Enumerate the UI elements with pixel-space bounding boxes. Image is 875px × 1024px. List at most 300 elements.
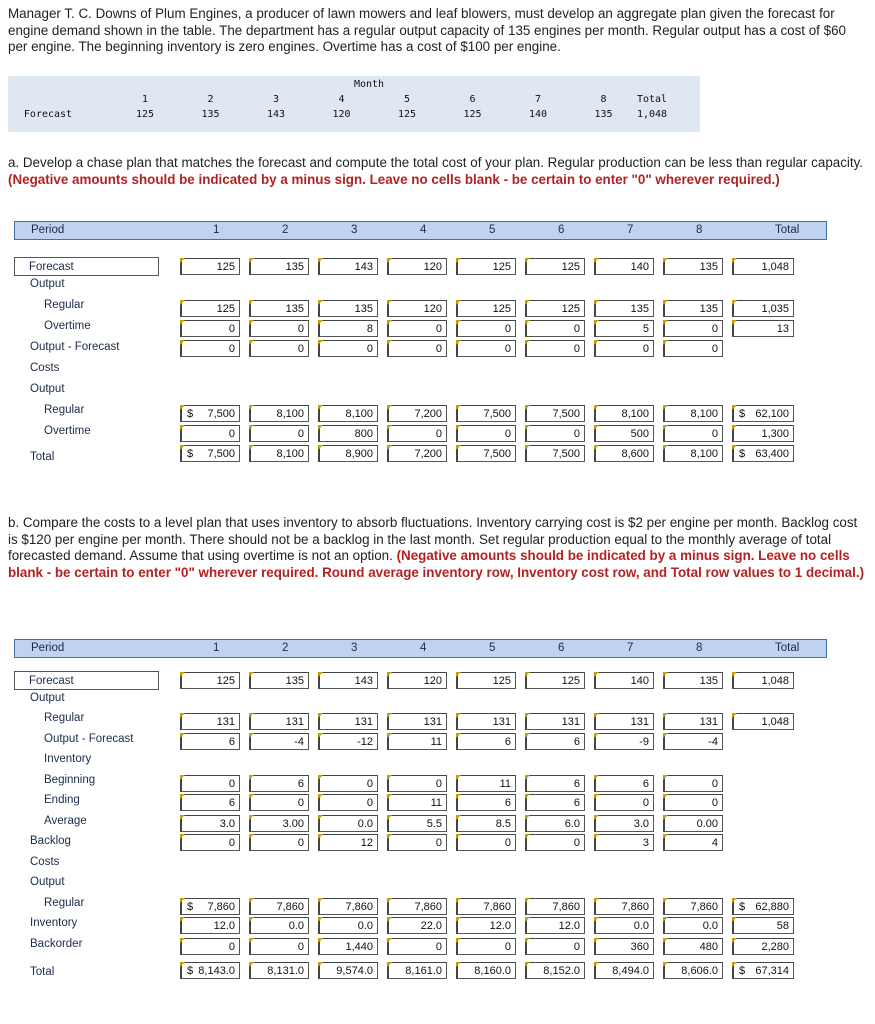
- cell-value: 0: [297, 343, 304, 355]
- cost-backorder-cell-7[interactable]: [594, 938, 654, 955]
- cell-value: 125: [216, 675, 235, 687]
- forecast-cell-6[interactable]: [525, 258, 585, 275]
- out-minus-fc-cell-7[interactable]: [594, 340, 654, 357]
- cell-value: 12.0: [558, 920, 580, 932]
- overtime-cell-5[interactable]: [456, 320, 516, 337]
- row-label-inventory2: Inventory: [30, 917, 78, 929]
- cell-value: 6: [228, 735, 235, 748]
- beginning-cell-1[interactable]: [180, 775, 240, 792]
- forecast-value-7: 140: [528, 109, 548, 120]
- cell-value: 7,860: [276, 900, 304, 913]
- cell-value: 7,860: [690, 900, 718, 913]
- average-cell-2[interactable]: [249, 815, 309, 832]
- cell-value: 0: [711, 797, 718, 809]
- cost-regular-cell-3[interactable]: [318, 898, 378, 915]
- cost-total-cell-7[interactable]: [594, 445, 654, 462]
- cell-value: 131: [423, 716, 442, 728]
- forecast-month-6: 6: [469, 94, 476, 105]
- cell-value: 0.0: [633, 920, 649, 932]
- cell-value: 0: [297, 428, 304, 440]
- cost-total-cell-4[interactable]: [387, 962, 447, 979]
- cell-value: 11: [430, 797, 442, 809]
- beginning-cell-4[interactable]: [387, 775, 447, 792]
- row-label-forecast: Forecast: [14, 257, 159, 276]
- out-minus-fc-cell-4[interactable]: [387, 733, 447, 750]
- backlog-cell-4[interactable]: [387, 834, 447, 851]
- overtime-cell-6[interactable]: [525, 320, 585, 337]
- backlog-cell-8[interactable]: [663, 834, 723, 851]
- ending-cell-3[interactable]: [318, 794, 378, 811]
- cost-total-cell-8[interactable]: [663, 445, 723, 462]
- cost-backorder-cell-3[interactable]: [318, 938, 378, 955]
- dollar-sign: $: [187, 408, 194, 420]
- cell-value: 135: [285, 303, 304, 315]
- forecast-cell-7[interactable]: [594, 258, 654, 275]
- cell-value: 0.00: [696, 817, 718, 830]
- cell-value: 125: [216, 303, 235, 315]
- cell-value: 0: [366, 777, 373, 790]
- cost-regular-cell-8[interactable]: [663, 405, 723, 422]
- forecast-row-label: Forecast: [23, 109, 73, 120]
- cell-value: 0: [435, 777, 442, 790]
- cell-value: 0: [711, 343, 718, 355]
- cell-value: 8,606.0: [681, 965, 718, 977]
- cost-regular-cell-total[interactable]: [732, 898, 794, 915]
- cost-total-cell-1[interactable]: [180, 445, 240, 462]
- cell-value: 135: [285, 675, 304, 687]
- cost-inventory-cell-8[interactable]: [663, 917, 723, 934]
- regular-cell-1[interactable]: [180, 300, 240, 317]
- cost-total-cell-4[interactable]: [387, 445, 447, 462]
- cell-value: 0: [573, 837, 580, 849]
- backlog-cell-6[interactable]: [525, 834, 585, 851]
- cell-value: 1,048: [761, 716, 789, 728]
- cell-value: 800: [354, 428, 373, 440]
- forecast-cell-2[interactable]: [249, 258, 309, 275]
- beginning-cell-3[interactable]: [318, 775, 378, 792]
- cell-value: 7,860: [621, 900, 649, 913]
- overtime-cell-1[interactable]: [180, 320, 240, 337]
- cell-value: 125: [216, 261, 235, 273]
- cell-value: 0: [504, 323, 511, 335]
- cell-value: 135: [285, 261, 304, 273]
- cell-value: 131: [216, 716, 235, 728]
- cost-total-cell-3[interactable]: [318, 445, 378, 462]
- cost-regular-cell-6[interactable]: [525, 898, 585, 915]
- regular-cell-total[interactable]: [732, 300, 794, 317]
- out-minus-fc-cell-5[interactable]: [456, 340, 516, 357]
- cost-regular-cell-5[interactable]: [456, 405, 516, 422]
- regular-cell-5[interactable]: [456, 300, 516, 317]
- cell-value: 63,400: [755, 448, 789, 460]
- cost-inventory-cell-1[interactable]: [180, 917, 240, 934]
- cell-value: 6: [573, 777, 580, 790]
- ending-cell-4[interactable]: [387, 794, 447, 811]
- cost-backorder-cell-8[interactable]: [663, 938, 723, 955]
- cell-value: 125: [492, 303, 511, 315]
- cell-value: 7,860: [207, 900, 235, 913]
- cell-value: 131: [492, 716, 511, 728]
- forecast-cell-3[interactable]: [318, 258, 378, 275]
- cell-value: 67,314: [755, 965, 789, 977]
- cell-value: 143: [354, 675, 373, 687]
- cell-value: 0: [228, 837, 235, 849]
- forecast-cell-3[interactable]: [318, 672, 378, 689]
- average-cell-1[interactable]: [180, 815, 240, 832]
- cost-total-cell-6[interactable]: [525, 445, 585, 462]
- cell-value: 8,600: [621, 448, 649, 460]
- cell-value: 7,860: [552, 900, 580, 913]
- average-cell-5[interactable]: [456, 815, 516, 832]
- cell-value: 8,143.0: [198, 965, 235, 977]
- cell-value: 0.0: [702, 920, 718, 932]
- cost-regular-cell-2[interactable]: [249, 405, 309, 422]
- average-cell-4[interactable]: [387, 815, 447, 832]
- cell-value: 135: [630, 303, 649, 315]
- out-minus-fc-cell-2[interactable]: [249, 733, 309, 750]
- cell-value: 0: [228, 343, 235, 355]
- cell-value: 12.0: [213, 920, 235, 932]
- cost-backorder-cell-1[interactable]: [180, 938, 240, 955]
- overtime-cell-7[interactable]: [594, 320, 654, 337]
- out-minus-fc-cell-3[interactable]: [318, 340, 378, 357]
- cost-total-cell-5[interactable]: [456, 445, 516, 462]
- cost-backorder-cell-2[interactable]: [249, 938, 309, 955]
- ending-cell-2[interactable]: [249, 794, 309, 811]
- dollar-sign: $: [739, 900, 746, 913]
- cell-value: 1,035: [761, 303, 789, 315]
- cell-value: 6: [573, 735, 580, 748]
- cost-overtime-cell-5[interactable]: [456, 425, 516, 442]
- part-b-question: [8, 515, 868, 581]
- forecast-value-1: 125: [135, 109, 155, 120]
- month-header: Month: [353, 79, 385, 90]
- period-col-4: 4: [420, 642, 427, 654]
- regular-cell-4[interactable]: [387, 713, 447, 730]
- ending-cell-7[interactable]: [594, 794, 654, 811]
- cost-regular-cell-total[interactable]: [732, 405, 794, 422]
- cost-overtime-cell-total[interactable]: [732, 425, 794, 442]
- average-cell-3[interactable]: [318, 815, 378, 832]
- ending-cell-1[interactable]: [180, 794, 240, 811]
- cell-value: 131: [285, 716, 304, 728]
- cell-value: 0: [366, 797, 373, 809]
- regular-cell-2[interactable]: [249, 713, 309, 730]
- period-col-5: 5: [489, 642, 496, 654]
- out-minus-fc-cell-1[interactable]: [180, 340, 240, 357]
- regular-cell-total[interactable]: [732, 713, 794, 730]
- row-label-costs: Costs: [30, 362, 60, 374]
- cost-inventory-cell-3[interactable]: [318, 917, 378, 934]
- cell-value: 3.00: [282, 817, 304, 830]
- overtime-cell-2[interactable]: [249, 320, 309, 337]
- cell-value: 8,100: [276, 448, 304, 460]
- regular-cell-1[interactable]: [180, 713, 240, 730]
- beginning-cell-7[interactable]: [594, 775, 654, 792]
- out-minus-fc-cell-8[interactable]: [663, 340, 723, 357]
- forecast-cell-1[interactable]: [180, 672, 240, 689]
- period-col-7: 7: [627, 642, 634, 654]
- forecast-cell-5[interactable]: [456, 258, 516, 275]
- dollar-sign: $: [739, 965, 746, 977]
- regular-cell-3[interactable]: [318, 713, 378, 730]
- regular-cell-8[interactable]: [663, 713, 723, 730]
- regular-cell-7[interactable]: [594, 713, 654, 730]
- row-label-regular2: Regular: [44, 404, 85, 416]
- cell-value: 125: [561, 303, 580, 315]
- dollar-sign: $: [187, 448, 194, 460]
- out-minus-fc-cell-6[interactable]: [525, 733, 585, 750]
- total-col-header: Total: [775, 224, 800, 236]
- cost-total-cell-total[interactable]: [732, 445, 794, 462]
- row-label-backlog: Backlog: [30, 835, 71, 847]
- cost-overtime-cell-4[interactable]: [387, 425, 447, 442]
- backlog-cell-1[interactable]: [180, 834, 240, 851]
- cell-value: 125: [561, 675, 580, 687]
- cell-value: 22.0: [420, 920, 442, 932]
- cost-regular-cell-8[interactable]: [663, 898, 723, 915]
- cell-value: 0: [711, 428, 718, 440]
- cell-value: 125: [492, 261, 511, 273]
- forecast-cell-8[interactable]: [663, 258, 723, 275]
- cell-value: 7,500: [552, 408, 580, 420]
- forecast-cell-6[interactable]: [525, 672, 585, 689]
- forecast-cell-total[interactable]: [732, 258, 794, 275]
- cell-value: 143: [354, 261, 373, 273]
- regular-cell-2[interactable]: [249, 300, 309, 317]
- period-col-1: 1: [213, 642, 220, 654]
- forecast-cell-4[interactable]: [387, 258, 447, 275]
- part-a-text: a. Develop a chase plan that matches the forecast and compute the total cost of your plan. Regular production can be less than regular capacity.: [8, 155, 864, 170]
- cell-value: 8,152.0: [543, 965, 580, 977]
- forecast-month-1: 1: [141, 94, 149, 105]
- cell-value: 0: [435, 940, 442, 953]
- period-col-8: 8: [696, 224, 703, 236]
- cost-inventory-cell-total[interactable]: [732, 917, 794, 934]
- cell-value: 6: [297, 777, 304, 790]
- average-cell-8[interactable]: [663, 815, 723, 832]
- cost-overtime-cell-6[interactable]: [525, 425, 585, 442]
- cell-value: 6: [573, 797, 580, 809]
- regular-cell-5[interactable]: [456, 713, 516, 730]
- out-minus-fc-cell-4[interactable]: [387, 340, 447, 357]
- period-col-6: 6: [558, 642, 565, 654]
- cost-total-cell-7[interactable]: [594, 962, 654, 979]
- cost-inventory-cell-2[interactable]: [249, 917, 309, 934]
- period-col-3: 3: [351, 224, 358, 236]
- cell-value: 8,100: [345, 408, 373, 420]
- cell-value: -9: [639, 735, 649, 748]
- cost-total-cell-8[interactable]: [663, 962, 723, 979]
- level-plan-grid: [14, 639, 827, 989]
- dollar-sign: $: [187, 965, 194, 977]
- cost-overtime-cell-3[interactable]: [318, 425, 378, 442]
- cell-value: 0: [711, 323, 718, 335]
- cost-total-cell-3[interactable]: [318, 962, 378, 979]
- row-label-out-minus-fc: Output - Forecast: [44, 732, 134, 745]
- forecast-cell-7[interactable]: [594, 672, 654, 689]
- overtime-cell-3[interactable]: [318, 320, 378, 337]
- average-cell-6[interactable]: [525, 815, 585, 832]
- cost-total-cell-2[interactable]: [249, 962, 309, 979]
- cost-regular-cell-7[interactable]: [594, 405, 654, 422]
- cell-value: 8,161.0: [405, 965, 442, 977]
- regular-cell-6[interactable]: [525, 713, 585, 730]
- forecast-month-8: 8: [600, 94, 607, 105]
- cost-backorder-cell-4[interactable]: [387, 938, 447, 955]
- backlog-cell-3[interactable]: [318, 834, 378, 851]
- cell-value: 0: [504, 343, 511, 355]
- out-minus-fc-cell-2[interactable]: [249, 340, 309, 357]
- cost-regular-cell-6[interactable]: [525, 405, 585, 422]
- overtime-cell-8[interactable]: [663, 320, 723, 337]
- cell-value: 135: [354, 303, 373, 315]
- cell-value: 131: [354, 716, 373, 728]
- period-col-2: 2: [282, 224, 289, 236]
- period-col-1: 1: [213, 224, 220, 236]
- out-minus-fc-cell-1[interactable]: [180, 733, 240, 750]
- cell-value: 8: [366, 323, 373, 335]
- cell-value: 0.0: [357, 817, 373, 830]
- forecast-cell-1[interactable]: [180, 258, 240, 275]
- cost-regular-cell-4[interactable]: [387, 898, 447, 915]
- period-col-6: 6: [558, 224, 565, 236]
- cell-value: 6: [642, 777, 649, 790]
- forecast-cell-5[interactable]: [456, 672, 516, 689]
- cost-total-cell-2[interactable]: [249, 445, 309, 462]
- row-label-ending: Ending: [44, 794, 80, 806]
- overtime-cell-total[interactable]: [732, 320, 794, 337]
- out-minus-fc-cell-8[interactable]: [663, 733, 723, 750]
- cost-inventory-cell-7[interactable]: [594, 917, 654, 934]
- beginning-cell-5[interactable]: [456, 775, 516, 792]
- cell-value: -12: [357, 735, 373, 748]
- cell-value: 0.0: [357, 920, 373, 932]
- row-label-total: Total: [30, 451, 55, 463]
- cost-regular-cell-5[interactable]: [456, 898, 516, 915]
- beginning-cell-8[interactable]: [663, 775, 723, 792]
- forecast-value-3: 143: [266, 109, 286, 120]
- period-col-4: 4: [420, 224, 427, 236]
- cell-value: 480: [699, 940, 718, 953]
- regular-cell-3[interactable]: [318, 300, 378, 317]
- cell-value: 0: [228, 323, 235, 335]
- cell-value: 0: [435, 343, 442, 355]
- cell-value: 120: [423, 303, 442, 315]
- ending-cell-5[interactable]: [456, 794, 516, 811]
- cell-value: 7,500: [483, 448, 511, 460]
- cost-overtime-cell-8[interactable]: [663, 425, 723, 442]
- cost-backorder-cell-5[interactable]: [456, 938, 516, 955]
- average-cell-7[interactable]: [594, 815, 654, 832]
- cost-regular-cell-1[interactable]: [180, 898, 240, 915]
- out-minus-fc-cell-7[interactable]: [594, 733, 654, 750]
- total-col-header: Total: [775, 642, 800, 654]
- backlog-cell-7[interactable]: [594, 834, 654, 851]
- cost-backorder-cell-total[interactable]: [732, 938, 794, 955]
- forecast-cell-8[interactable]: [663, 672, 723, 689]
- cell-value: 2,280: [761, 940, 789, 953]
- cell-value: 8,100: [621, 408, 649, 420]
- cell-value: 0: [297, 797, 304, 809]
- part-b-instructions: (Negative amounts should be indicated by a minus sign. Leave no cells blank - be certain to enter "0" wherever required. Round average inventory row, Inventory cost row, and Total row values to 1 decimal.): [8, 548, 865, 580]
- out-minus-fc-cell-3[interactable]: [318, 733, 378, 750]
- forecast-month-5: 5: [403, 94, 411, 105]
- row-label-overtime2: Overtime: [44, 425, 91, 437]
- cost-overtime-cell-1[interactable]: [180, 425, 240, 442]
- cost-total-cell-1[interactable]: [180, 962, 240, 979]
- cost-inventory-cell-5[interactable]: [456, 917, 516, 934]
- forecast-cell-total[interactable]: [732, 672, 794, 689]
- cell-value: 8,100: [690, 408, 718, 420]
- row-label-average: Average: [44, 814, 87, 827]
- out-minus-fc-cell-5[interactable]: [456, 733, 516, 750]
- period-header: Period: [31, 642, 65, 654]
- backlog-cell-5[interactable]: [456, 834, 516, 851]
- row-label-regular: Regular: [44, 712, 85, 724]
- cell-value: 11: [499, 777, 511, 790]
- regular-cell-4[interactable]: [387, 300, 447, 317]
- ending-cell-8[interactable]: [663, 794, 723, 811]
- cell-value: 8,131.0: [267, 965, 304, 977]
- period-col-2: 2: [282, 642, 289, 654]
- cell-value: 7,200: [414, 408, 442, 420]
- cell-value: 9,574.0: [336, 965, 373, 977]
- cost-total-cell-6[interactable]: [525, 962, 585, 979]
- cost-inventory-cell-6[interactable]: [525, 917, 585, 934]
- cost-regular-cell-2[interactable]: [249, 898, 309, 915]
- overtime-cell-4[interactable]: [387, 320, 447, 337]
- cell-value: 5.5: [426, 817, 442, 830]
- cost-regular-cell-4[interactable]: [387, 405, 447, 422]
- regular-cell-7[interactable]: [594, 300, 654, 317]
- cell-value: 135: [699, 675, 718, 687]
- cell-value: 120: [423, 261, 442, 273]
- cost-total-cell-total[interactable]: [732, 962, 794, 979]
- forecast-cell-4[interactable]: [387, 672, 447, 689]
- out-minus-fc-cell-6[interactable]: [525, 340, 585, 357]
- beginning-cell-6[interactable]: [525, 775, 585, 792]
- backlog-cell-2[interactable]: [249, 834, 309, 851]
- forecast-value-4: 120: [332, 109, 351, 120]
- row-label-forecast: Forecast: [14, 671, 159, 690]
- cost-overtime-cell-2[interactable]: [249, 425, 309, 442]
- ending-cell-6[interactable]: [525, 794, 585, 811]
- forecast-cell-2[interactable]: [249, 672, 309, 689]
- cost-total-cell-5[interactable]: [456, 962, 516, 979]
- problem-statement: Manager T. C. Downs of Plum Engines, a producer of lawn mowers and leaf blowers, must develop an aggregate plan given the forecast for engine demand shown in the table. The department has a regular output capacity of 135 engines per month. Regular output has a cost of $60 per engine. The beginning inventory is zero engines. Overtime has a cost of $100 per engine.: [8, 6, 846, 54]
- cell-value: 6: [228, 797, 235, 809]
- beginning-cell-2[interactable]: [249, 775, 309, 792]
- row-label-inventory: Inventory: [44, 753, 92, 765]
- forecast-month-4: 4: [338, 94, 345, 105]
- cost-backorder-cell-6[interactable]: [525, 938, 585, 955]
- cost-overtime-cell-7[interactable]: [594, 425, 654, 442]
- cell-value: 8,100: [690, 448, 718, 460]
- cell-value: 12: [360, 837, 373, 849]
- regular-cell-8[interactable]: [663, 300, 723, 317]
- cell-value: 140: [630, 675, 649, 687]
- cell-value: 8,160.0: [474, 965, 511, 977]
- part-b-text: b. Compare the costs to a level plan that uses inventory to absorb fluctuations. Inventory carrying cost is $2 per engine per month. Backlog cost is $120 per engine per month. There should not be a backlog in the last month. Set regular production equal to the monthly average of total forecasted demand. Assume that using overtime is not an option.: [8, 515, 858, 563]
- cost-regular-cell-3[interactable]: [318, 405, 378, 422]
- cost-inventory-cell-4[interactable]: [387, 917, 447, 934]
- cell-value: 3.0: [633, 817, 649, 830]
- total-header: Total: [636, 94, 668, 105]
- regular-cell-6[interactable]: [525, 300, 585, 317]
- cost-regular-cell-1[interactable]: [180, 405, 240, 422]
- cost-regular-cell-7[interactable]: [594, 898, 654, 915]
